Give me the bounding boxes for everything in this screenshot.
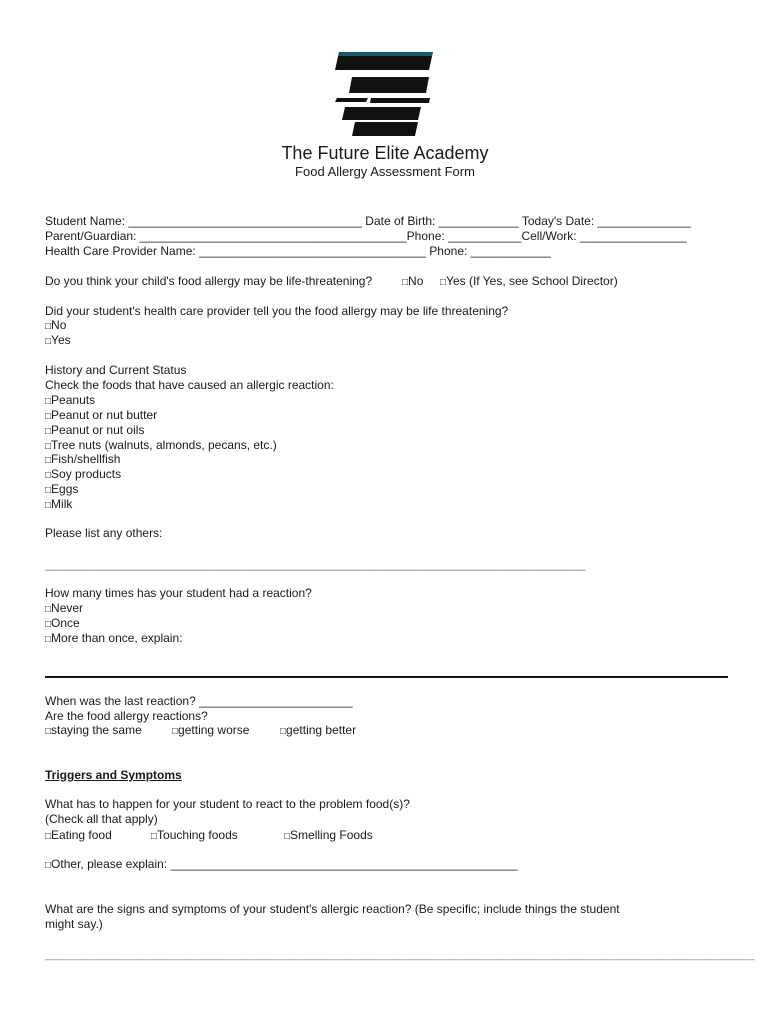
history-prompt: Check the foods that have caused an allergic reaction: xyxy=(45,378,334,392)
trend-same-option[interactable]: □staying the same xyxy=(45,723,142,737)
reactions-never-option[interactable]: □Never xyxy=(45,601,84,615)
checkbox-icon[interactable]: □ xyxy=(151,831,158,842)
food-option[interactable]: □Tree nuts (walnuts, almonds, pecans, etc.) xyxy=(45,438,277,452)
checkbox-icon[interactable]: □ xyxy=(440,277,447,288)
q2-yes-option[interactable]: □Yes xyxy=(45,333,71,347)
food-option[interactable]: □Fish/shellfish xyxy=(45,452,121,466)
checkbox-icon[interactable]: □ xyxy=(45,604,52,615)
others-label: Please list any others: xyxy=(45,526,163,540)
checkbox-icon[interactable]: □ xyxy=(45,411,52,422)
trend-question: Are the food allergy reactions? xyxy=(45,709,208,723)
triggers-sub: (Check all that apply) xyxy=(45,812,158,826)
q2-text: Did your student's health care provider tell you the food allergy may be life threatening? xyxy=(45,304,509,318)
symptoms-question-line1: What are the signs and symptoms of your student's allergic reaction? (Be specific; include things the student xyxy=(45,902,620,916)
checkbox-icon[interactable]: □ xyxy=(45,336,52,347)
checkbox-icon[interactable]: □ xyxy=(45,634,52,645)
checkbox-icon[interactable]: □ xyxy=(45,426,52,437)
checkbox-icon[interactable]: □ xyxy=(45,485,52,496)
reactions-more-option[interactable]: □More than once, explain: xyxy=(45,631,183,645)
trigger-other-option[interactable]: □Other, please explain: ____________________________________________________ xyxy=(45,857,518,871)
trigger-smelling-option[interactable]: □Smelling Foods xyxy=(284,828,373,842)
divider-line xyxy=(45,676,728,678)
checkbox-icon[interactable]: □ xyxy=(280,726,287,737)
checkbox-icon[interactable]: □ xyxy=(45,831,52,842)
triggers-question: What has to happen for your student to react to the problem food(s)? xyxy=(45,797,410,811)
q2-no-option[interactable]: □No xyxy=(45,318,67,332)
provider-info-line[interactable]: Health Care Provider Name: __________________________________ Phone: ____________ xyxy=(45,244,551,258)
food-option[interactable]: □Peanut or nut butter xyxy=(45,408,158,422)
q1-yes-option[interactable]: □Yes (If Yes, see School Director) xyxy=(440,274,618,288)
food-option[interactable]: □Peanut or nut oils xyxy=(45,423,145,437)
q1-no-option[interactable]: □No xyxy=(402,274,424,288)
reactions-once-option[interactable]: □Once xyxy=(45,616,80,630)
parent-info-line[interactable]: Parent/Guardian: ________________________________________Phone: ___________Cell/Work: ________________ xyxy=(45,229,687,243)
history-heading: History and Current Status xyxy=(45,363,187,377)
others-input-line[interactable]: _________________________________________________________________________________ xyxy=(45,557,586,571)
checkbox-icon[interactable]: □ xyxy=(45,455,52,466)
checkbox-icon[interactable]: □ xyxy=(45,860,52,871)
checkbox-icon[interactable]: □ xyxy=(172,726,179,737)
food-option[interactable]: □Milk xyxy=(45,497,73,511)
trend-worse-option[interactable]: □getting worse xyxy=(172,723,250,737)
trigger-touching-option[interactable]: □Touching foods xyxy=(151,828,238,842)
trigger-eating-option[interactable]: □Eating food xyxy=(45,828,112,842)
checkbox-icon[interactable]: □ xyxy=(45,321,52,332)
checkbox-icon[interactable]: □ xyxy=(45,726,52,737)
q1-text: Do you think your child's food allergy may be life-threatening? xyxy=(45,274,373,288)
checkbox-icon[interactable]: □ xyxy=(45,396,52,407)
checkbox-icon[interactable]: □ xyxy=(45,470,52,481)
form-title: Food Allergy Assessment Form xyxy=(295,164,475,179)
triggers-heading: Triggers and Symptoms xyxy=(45,768,182,782)
symptoms-input-line[interactable]: ____________________________________________________________________________________________________________________ xyxy=(45,949,755,961)
symptoms-question-line2: might say.) xyxy=(45,917,103,931)
checkbox-icon[interactable]: □ xyxy=(45,619,52,630)
checkbox-icon[interactable]: □ xyxy=(284,831,291,842)
food-option[interactable]: □Soy products xyxy=(45,467,122,481)
food-option[interactable]: □Eggs xyxy=(45,482,79,496)
academy-logo xyxy=(333,50,435,140)
trend-better-option[interactable]: □getting better xyxy=(280,723,357,737)
checkbox-icon[interactable]: □ xyxy=(402,277,409,288)
last-reaction-question[interactable]: When was the last reaction? _______________________ xyxy=(45,694,353,708)
checkbox-icon[interactable]: □ xyxy=(45,441,52,452)
food-option[interactable]: □Peanuts xyxy=(45,393,96,407)
reactions-question: How many times has your student had a reaction? xyxy=(45,586,312,600)
checkbox-icon[interactable]: □ xyxy=(45,500,52,511)
org-name: The Future Elite Academy xyxy=(281,143,489,163)
student-info-line[interactable]: Student Name: ___________________________________ Date of Birth: ____________ Today's Date: ______________ xyxy=(45,214,691,228)
